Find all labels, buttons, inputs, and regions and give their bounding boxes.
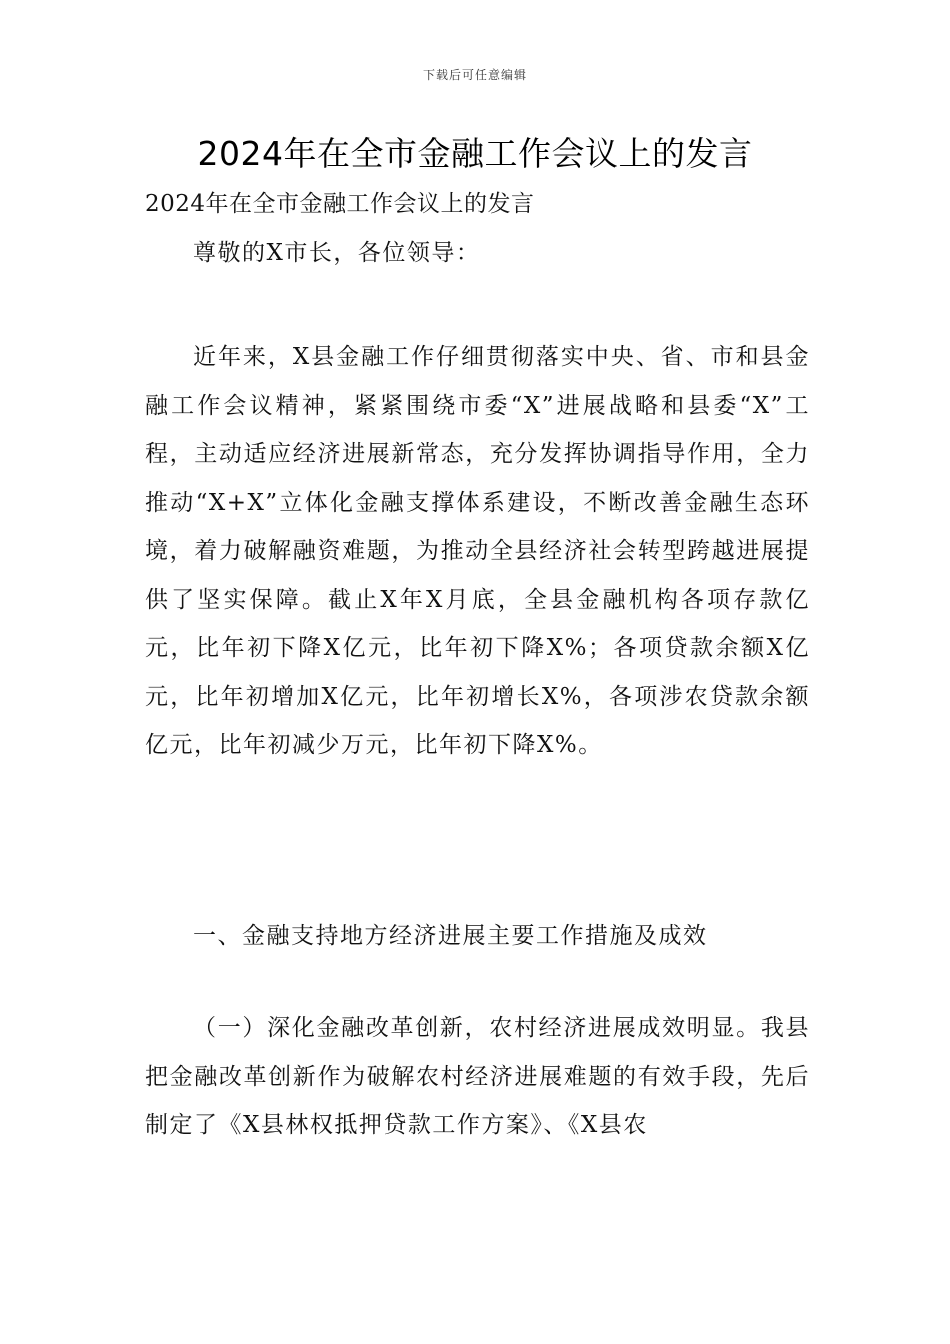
section-heading: 一、金融支持地方经济进展主要工作措施及成效: [193, 922, 708, 949]
document-subtitle: 2024年在全市金融工作会议上的发言: [145, 191, 535, 217]
paragraph-intro: 近年来，X县金融工作仔细贯彻落实中央、省、市和县金融工作会议精神，紧紧围绕市委“X”进展战略和县委“X”工程，主动适应经济进展新常态，充分发挥协调指导作用，全力推动“X+X”立体化金融支撑体系建设，不断改善金融生态环境，着力破解融资难题，为推动全县经济社会转型跨越进展提供了坚实保障。截止X年X月底，全县金融机构各项存款亿元，比年初下降X亿元，比年初下降X%；各项贷款余额X亿元，比年初增加X亿元，比年初增长X%，各项涉农贷款余额亿元，比年初减少万元，比年初下降X%。: [145, 344, 810, 758]
document-title: 2024年在全市金融工作会议上的发言: [197, 134, 753, 173]
document-body: [145, 180, 810, 1150]
paragraph-reform: （一）深化金融改革创新，农村经济进展成效明显。我县把金融改革创新作为破解农村经济进展难题的有效手段，先后制定了《X县林权抵押贷款工作方案》、《X县农: [145, 1015, 810, 1138]
salutation: 尊敬的X市长，各位领导：: [193, 239, 481, 266]
header-note: 下载后可任意编辑: [422, 68, 527, 82]
